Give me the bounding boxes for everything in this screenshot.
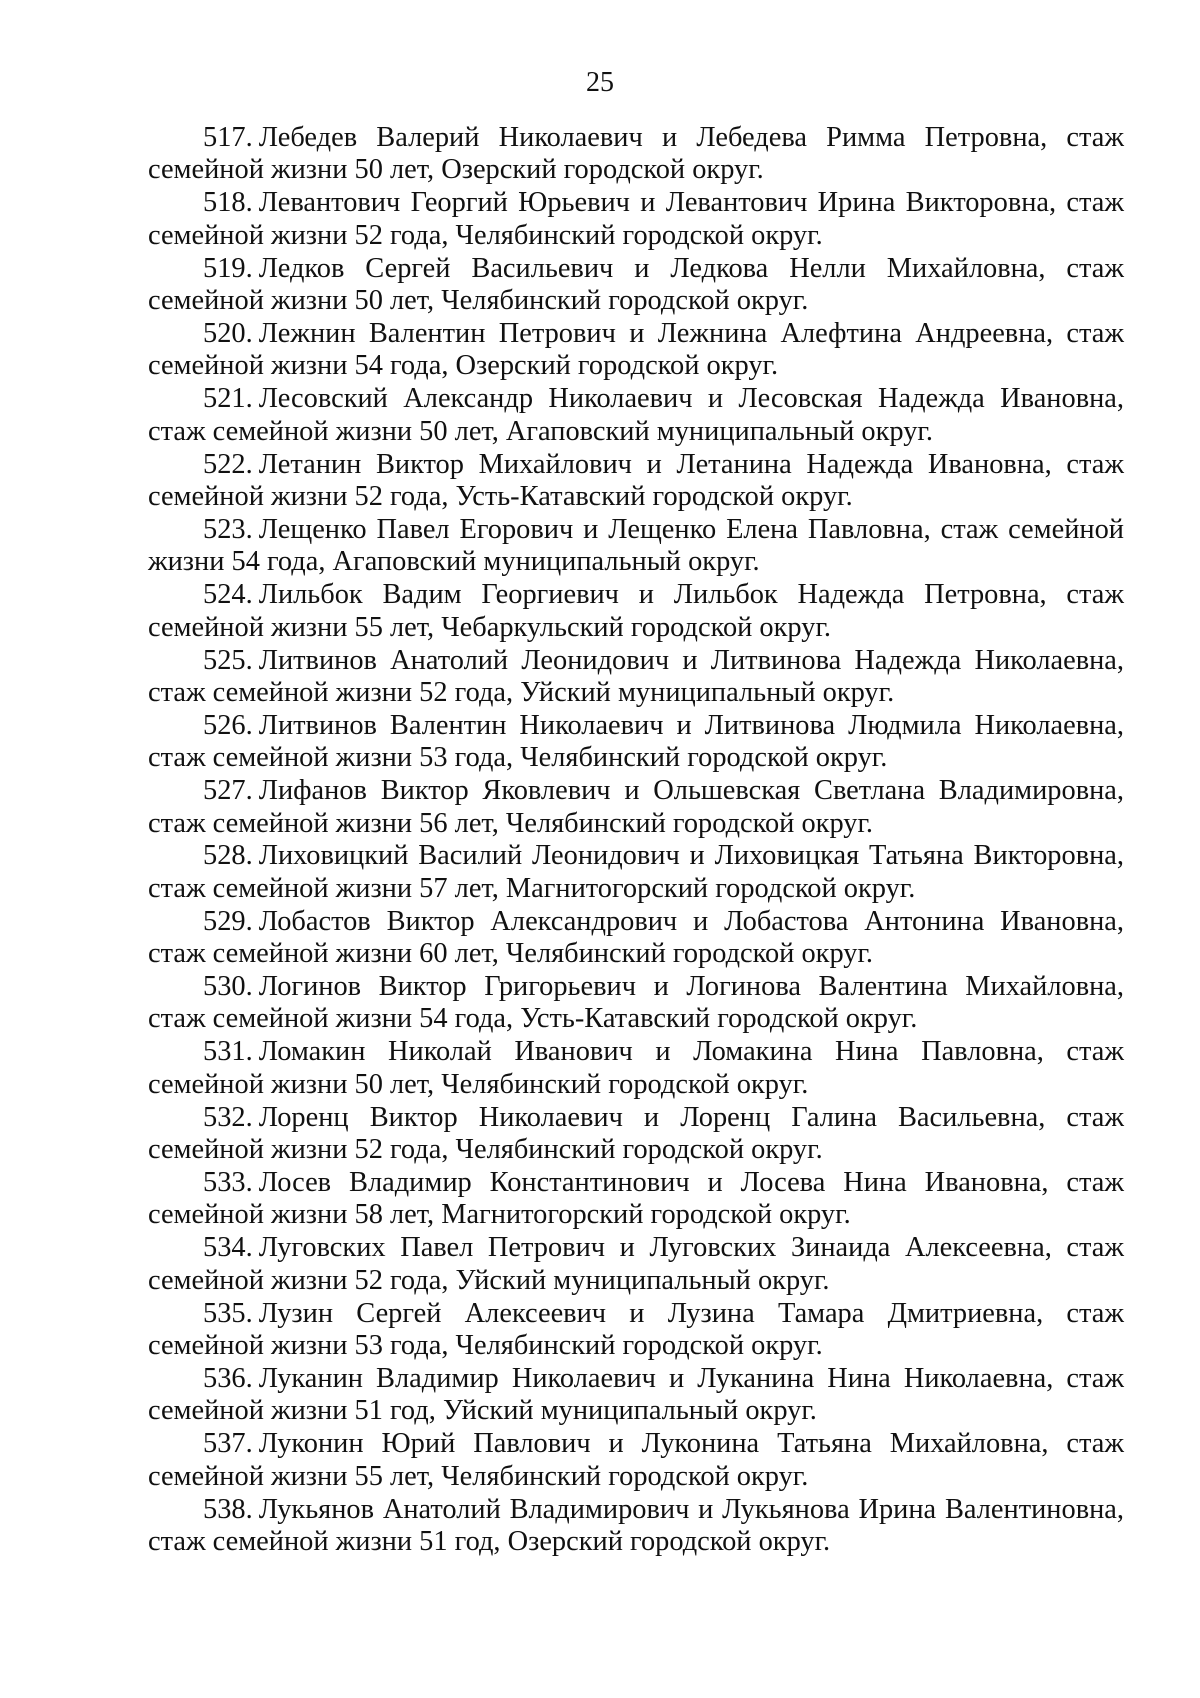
entry-number: 522. [203,448,253,480]
entry-text: Ледков Сергей Васильевич и Ледкова Нелли Михайловна, стаж семейной жизни 50 лет, Челябинский городской округ. [148,252,1124,317]
page-number: 25 [586,67,614,98]
list-item [148,253,1124,318]
entry-list [148,122,1124,1559]
entry-text: Летанин Виктор Михайлович и Летанина Надежда Ивановна, стаж семейной жизни 52 года, Усть-Катавский городской округ. [148,448,1124,512]
list-item [148,514,1124,579]
entry-number: 523. [203,513,253,545]
list-item [148,1102,1124,1167]
list-item [148,1232,1124,1297]
entry-text: Левантович Георгий Юрьевич и Левантович Ирина Викторовна, стаж семейной жизни 52 года, Челябинский городской округ. [148,187,1124,251]
entry-number: 525. [203,644,253,676]
list-item [148,775,1124,840]
entry-text: Лобастов Виктор Александрович и Лобастова Антонина Ивановна, стаж семейной жизни 60 лет, Челябинский городской округ. [148,905,1124,970]
entry-text: Лоренц Виктор Николаевич и Лоренц Галина Васильевна, стаж семейной жизни 52 года, Челябинский городской округ. [148,1101,1124,1166]
entry-number: 521. [203,383,253,415]
list-item [148,318,1124,383]
list-item [148,1298,1124,1363]
entry-text: Лузин Сергей Алексеевич и Лузина Тамара Дмитриевна, стаж семейной жизни 53 года, Челябинский городской округ. [148,1297,1124,1362]
entry-number: 535. [203,1297,253,1329]
list-item [148,449,1124,514]
entry-number: 531. [203,1036,253,1068]
list-item [148,840,1124,905]
entry-text: Луконин Юрий Павлович и Луконина Татьяна Михайловна, стаж семейной жизни 55 лет, Челябинский городской округ. [148,1428,1124,1492]
list-item [148,971,1124,1036]
entry-text: Литвинов Валентин Николаевич и Литвинова Людмила Николаевна, стаж семейной жизни 53 года, Челябинский городской округ. [148,709,1124,774]
entry-text: Лиховицкий Василий Леонидович и Лиховицкая Татьяна Викторовна, стаж семейной жизни 57 лет, Магнитогорский городской округ. [148,840,1124,904]
entry-number: 524. [203,579,253,611]
entry-number: 538. [203,1493,253,1525]
entry-text: Логинов Виктор Григорьевич и Логинова Валентина Михайловна, стаж семейной жизни 54 года, Усть-Катавский городской округ. [148,971,1124,1035]
entry-text: Лильбок Вадим Георгиевич и Лильбок Надежда Петровна, стаж семейной жизни 55 лет, Чебаркульский городской округ. [148,579,1124,643]
list-item [148,1494,1124,1559]
entry-number: 520. [203,317,253,349]
entry-text: Лесовский Александр Николаевич и Лесовская Надежда Ивановна, стаж семейной жизни 50 лет, Агаповский муниципальный округ. [148,383,1124,447]
entry-text: Литвинов Анатолий Леонидович и Литвинова Надежда Николаевна, стаж семейной жизни 52 года, Уйский муниципальный округ. [148,644,1124,708]
entry-text: Лосев Владимир Константинович и Лосева Нина Ивановна, стаж семейной жизни 58 лет, Магнитогорский городской округ. [148,1167,1124,1231]
list-item [148,187,1124,252]
list-item [148,906,1124,971]
entry-number: 518. [203,187,253,219]
entry-number: 528. [203,840,253,872]
entry-text: Лукьянов Анатолий Владимирович и Лукьянова Ирина Валентиновна, стаж семейной жизни 51 год, Озерский городской округ. [148,1493,1124,1557]
list-item [148,122,1124,187]
list-item [148,1036,1124,1101]
list-item [148,579,1124,644]
entry-number: 537. [203,1428,253,1460]
list-item [148,645,1124,710]
entry-number: 533. [203,1167,253,1198]
entry-number: 530. [203,971,253,1003]
entry-text: Луговских Павел Петрович и Луговских Зинаида Алексеевна, стаж семейной жизни 52 года, Уйский муниципальный округ. [148,1232,1124,1296]
entry-number: 527. [203,775,253,807]
entry-number: 534. [203,1232,253,1264]
entry-number: 529. [203,905,253,937]
entry-text: Лежнин Валентин Петрович и Лежнина Алефтина Андреевна, стаж семейной жизни 54 года, Озерский городской округ. [148,317,1124,382]
entry-number: 519. [203,252,253,284]
entry-text: Лифанов Виктор Яковлевич и Ольшевская Светлана Владимировна, стаж семейной жизни 56 лет, Челябинский городской округ. [148,775,1124,839]
entry-number: 517. [203,122,253,153]
entry-text: Лебедев Валерий Николаевич и Лебедева Римма Петровна, стаж семейной жизни 50 лет, Озерский городской округ. [148,122,1124,186]
entry-number: 526. [203,709,253,741]
entry-text: Луканин Владимир Николаевич и Луканина Нина Николаевна, стаж семейной жизни 51 год, Уйский муниципальный округ. [148,1362,1124,1427]
list-item [148,1363,1124,1428]
entry-number: 532. [203,1101,253,1133]
list-item [148,710,1124,775]
entry-text: Ломакин Николай Иванович и Ломакина Нина Павловна, стаж семейной жизни 50 лет, Челябинский городской округ. [148,1036,1124,1100]
list-item [148,383,1124,448]
entry-number: 536. [203,1362,253,1394]
entry-text: Лещенко Павел Егорович и Лещенко Елена Павловна, стаж семейной жизни 54 года, Агаповский муниципальный округ. [148,513,1124,578]
list-item [148,1428,1124,1493]
list-item [148,1167,1124,1232]
